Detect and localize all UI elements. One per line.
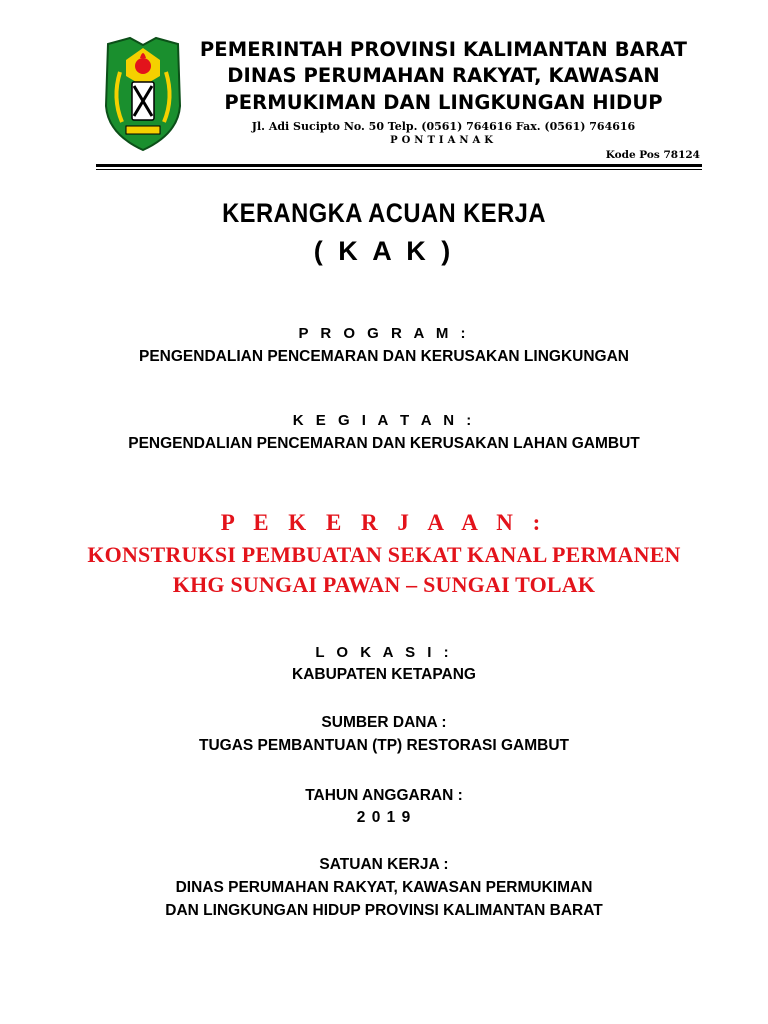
lokasi-label: L O K A S I : (315, 644, 453, 661)
org-city: PONTIANAK (390, 135, 497, 146)
org-address: Jl. Adi Sucipto No. 50 Telp. (0561) 764616 Fax. (0561) 764616 (251, 120, 636, 133)
org-name-line-3: PERMUKIMAN DAN LINGKUNGAN HIDUP (224, 91, 663, 114)
program-value: PENGENDALIAN PENCEMARAN DAN KERUSAKAN LINGKUNGAN (139, 348, 629, 365)
satuan-kerja-label: SATUAN KERJA : (319, 856, 449, 873)
org-name-line-1: PEMERINTAH PROVINSI KALIMANTAN BARAT (199, 38, 688, 61)
sumber-dana-label: SUMBER DANA : (321, 714, 447, 731)
org-postcode: Kode Pos 78124 (605, 149, 700, 161)
lokasi-value: KABUPATEN KETAPANG (292, 666, 476, 683)
tahun-anggaran-label: TAHUN ANGGARAN : (305, 787, 463, 804)
provincial-emblem-icon (100, 36, 186, 152)
program-label: P R O G R A M : (298, 325, 470, 342)
letterhead-divider-thin (96, 169, 702, 170)
pekerjaan-value-line-1: KONSTRUKSI PEMBUATAN SEKAT KANAL PERMANEN (87, 542, 681, 567)
tahun-anggaran-value: 2 0 1 9 (356, 809, 412, 826)
satuan-kerja-value-line-1: DINAS PERUMAHAN RAKYAT, KAWASAN PERMUKIMAN (175, 879, 593, 896)
document-title: KERANGKA ACUAN KERJA (222, 198, 546, 228)
satuan-kerja-value-line-2: DAN LINGKUNGAN HIDUP PROVINSI KALIMANTAN BARAT (165, 902, 603, 919)
pekerjaan-value-line-2: KHG SUNGAI PAWAN – SUNGAI TOLAK (172, 572, 596, 597)
sumber-dana-value: TUGAS PEMBANTUAN (TP) RESTORASI GAMBUT (199, 737, 569, 754)
document-title-abbrev: ( K A K ) (313, 236, 455, 266)
pekerjaan-label: P E K E R J A A N : (220, 510, 548, 535)
org-name-line-2: DINAS PERUMAHAN RAKYAT, KAWASAN (227, 64, 660, 87)
letterhead-divider-thick (96, 164, 702, 167)
kegiatan-value: PENGENDALIAN PENCEMARAN DAN KERUSAKAN LAHAN GAMBUT (128, 435, 640, 452)
kegiatan-label: K E G I A T A N : (292, 412, 476, 429)
